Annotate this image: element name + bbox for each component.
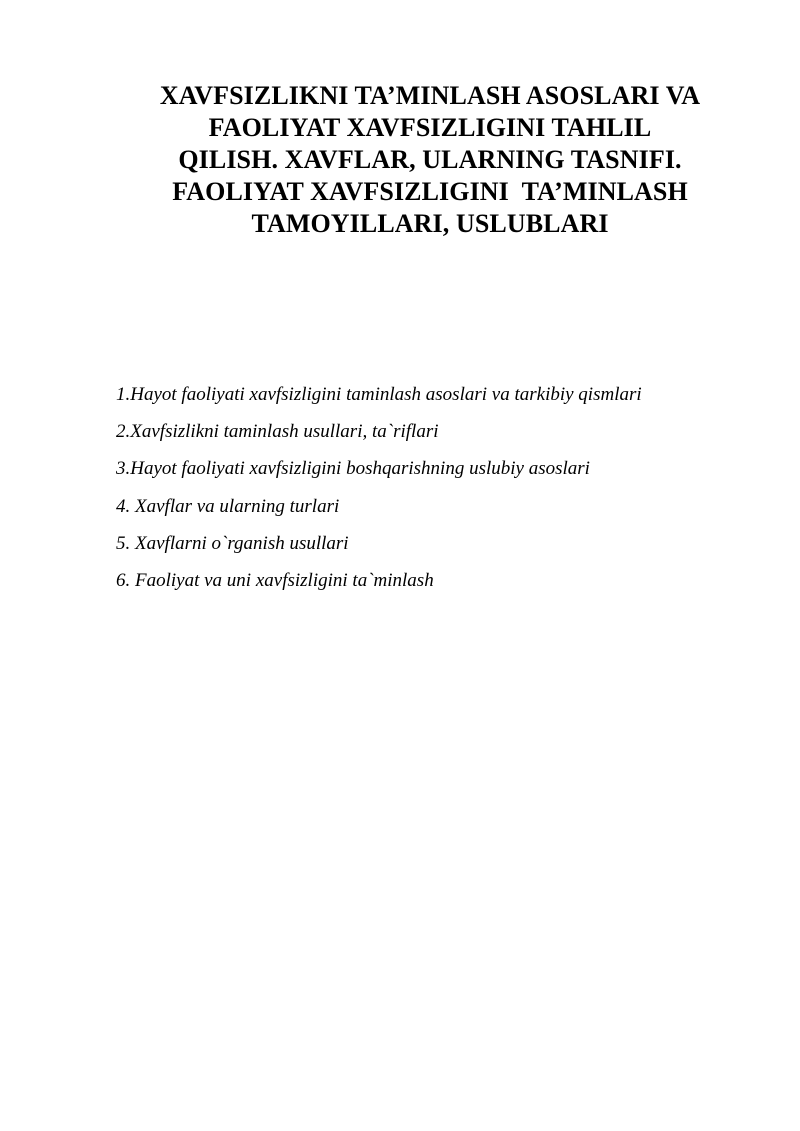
contents-item: 3.Hayot faoliyati xavfsizligini boshqarishning uslubiy asoslari [116, 458, 590, 480]
title-line: XAVFSIZLIKNI TA’MINLASH ASOSLARI VA [159, 81, 701, 110]
title-line: FAOLIYAT XAVFSIZLIGINI TA’MINLASH [172, 177, 688, 206]
contents-item: 2.Xavfsizlikni taminlash usullari, ta`riflari [116, 421, 439, 443]
title-line: QILISH. XAVFLAR, ULARNING TASNIFI. [178, 145, 682, 174]
contents-item: 4. Xavflar va ularning turlari [116, 495, 340, 517]
contents-item: 5. Xavflarni o`rganish usullari [116, 532, 349, 554]
contents-item: 1.Hayot faoliyati xavfsizligini taminlash asoslari va tarkibiy qismlari [116, 384, 642, 405]
contents-item: 6. Faoliyat va uni xavfsizligini ta`minlash [116, 570, 434, 592]
title-line: FAOLIYAT XAVFSIZLIGINI TAHLIL [208, 113, 652, 142]
contents-list [116, 376, 756, 599]
document-title [100, 80, 760, 240]
title-line: TAMOYILLARI, USLUBLARI [251, 209, 609, 238]
